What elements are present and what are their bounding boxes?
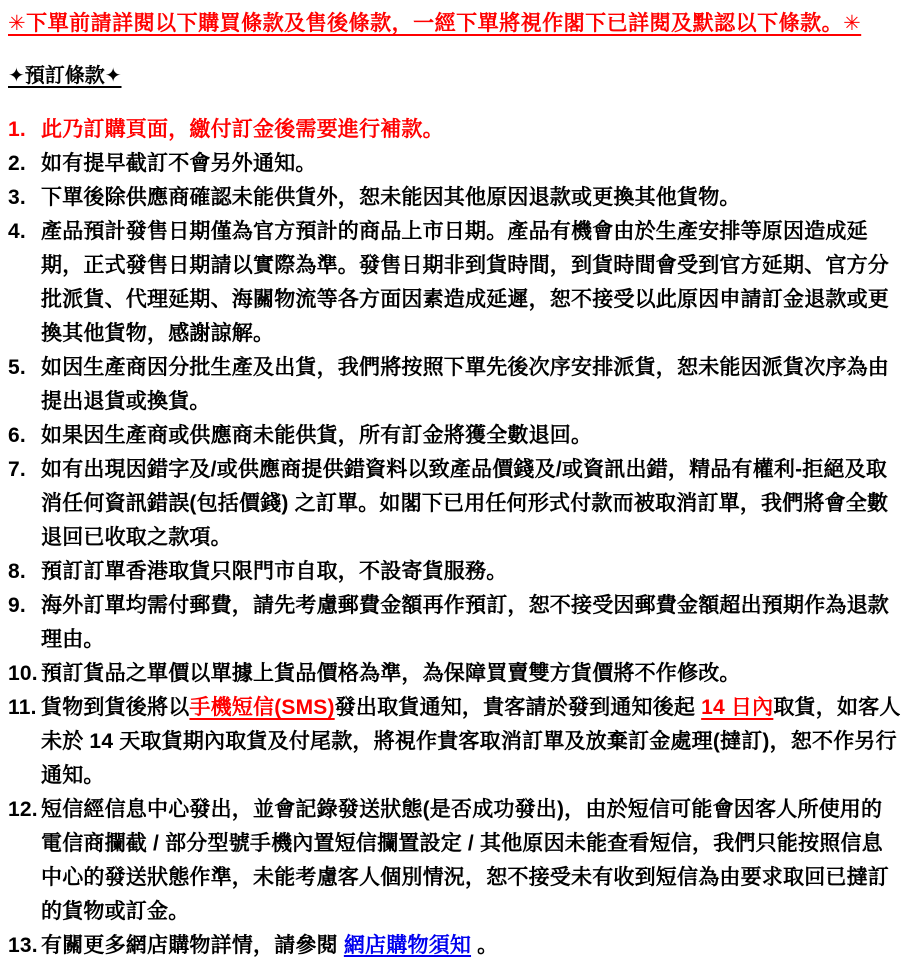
term-number: 3.: [8, 186, 26, 210]
term-number: 13.: [8, 934, 38, 958]
term-item-11: [8, 691, 903, 793]
term-number: 5.: [8, 356, 26, 380]
term-number: 10.: [8, 662, 38, 686]
term-text: 取貨，如客人未於 14 天取貨期內取貨及付尾款，將視作貴客取消訂單及放棄訂金處理(撻訂)，恕不作另行通知。: [41, 696, 901, 788]
term-text: 預訂訂單香港取貨只限門市自取，不設寄貨服務。: [41, 560, 508, 584]
term-item-9: [8, 589, 903, 657]
shop-guide-link[interactable]: 網店購物須知: [343, 934, 472, 958]
term-number: 1.: [8, 118, 26, 142]
term-text: 。: [471, 934, 499, 958]
term-number: 12.: [8, 798, 38, 822]
terms-list: [8, 113, 903, 963]
term-text: 手機短信(SMS): [189, 696, 335, 720]
term-number: 2.: [8, 152, 26, 176]
term-item-2: [8, 147, 903, 181]
term-text: 短信經信息中心發出，並會記錄發送狀態(是否成功發出)，由於短信可能會因客人所使用的電信商攔截 / 部分型號手機內置短信攔置設定 / 其他原因未能查看短信，我們只能按照信息中心的發送狀態作準，未能考慮客人個別情況，恕不接受未有收到短信為由要求取回已撻訂的貨物或訂金。: [41, 798, 889, 924]
term-text: 貨物到貨後將以: [41, 696, 190, 720]
term-text: 下單後除供應商確認未能供貨外，恕未能因其他原因退款或更換其他貨物。: [41, 186, 741, 210]
term-text: 如有出現因錯字及/或供應商提供錯資料以致產品價錢及/或資訊出錯，精品有權利-拒絕及取消任何資訊錯誤(包括價錢) 之訂單。如閣下已用任何形式付款而被取消訂單，我們將會全數退回已收取之款項。: [41, 458, 889, 550]
term-item-4: [8, 215, 903, 351]
term-number: 8.: [8, 560, 26, 584]
pre-order-warning-banner: ✳下單前請詳閱以下購買條款及售後條款，一經下單將視作閣下已詳閱及默認以下條款。✳: [8, 12, 862, 35]
term-number: 7.: [8, 458, 26, 482]
term-text: 如果因生產商或供應商未能供貨，所有訂金將獲全數退回。: [41, 424, 593, 448]
term-number: 9.: [8, 594, 26, 618]
term-text: 有關更多網店購物詳情，請參閱: [41, 934, 344, 958]
term-item-10: [8, 657, 903, 691]
term-text: 如有提早截訂不會另外通知。: [41, 152, 317, 176]
term-item-12: [8, 793, 903, 929]
term-item-5: [8, 351, 903, 419]
term-text: 產品預計發售日期僅為官方預計的商品上市日期。產品有機會由於生產安排等原因造成延期，正式發售日期請以實際為準。發售日期非到貨時間，到貨時間會受到官方延期、官方分批派貨、代理延期、海關物流等各方面因素造成延遲，恕不接受以此原因申請訂金退款或更換其他貨物，感謝諒解。: [41, 220, 889, 346]
section-title-preorder-terms: ✦預訂條款✦: [8, 65, 122, 88]
term-text: 預訂貨品之單價以單據上貨品價格為準，為保障買賣雙方貨價將不作修改。: [41, 662, 741, 686]
term-number: 11.: [8, 696, 37, 720]
term-item-13: [8, 929, 903, 963]
term-text: 14 日內: [701, 696, 774, 720]
term-item-1: [8, 113, 903, 147]
term-item-8: [8, 555, 903, 589]
term-text: 發出取貨通知，貴客請於發到通知後起: [334, 696, 702, 720]
term-text: 此乃訂購頁面，繳付訂金後需要進行補款。: [41, 118, 444, 142]
term-item-3: [8, 181, 903, 215]
term-number: 6.: [8, 424, 26, 448]
term-text: 海外訂單均需付郵費，請先考慮郵費金額再作預訂，恕不接受因郵費金額超出預期作為退款理由。: [41, 594, 889, 652]
term-text: 如因生產商因分批生產及出貨，我們將按照下單先後次序安排派貨，恕未能因派貨次序為由提出退貨或換貨。: [41, 356, 889, 414]
term-number: 4.: [8, 220, 26, 244]
term-item-6: [8, 419, 903, 453]
term-item-7: [8, 453, 903, 555]
